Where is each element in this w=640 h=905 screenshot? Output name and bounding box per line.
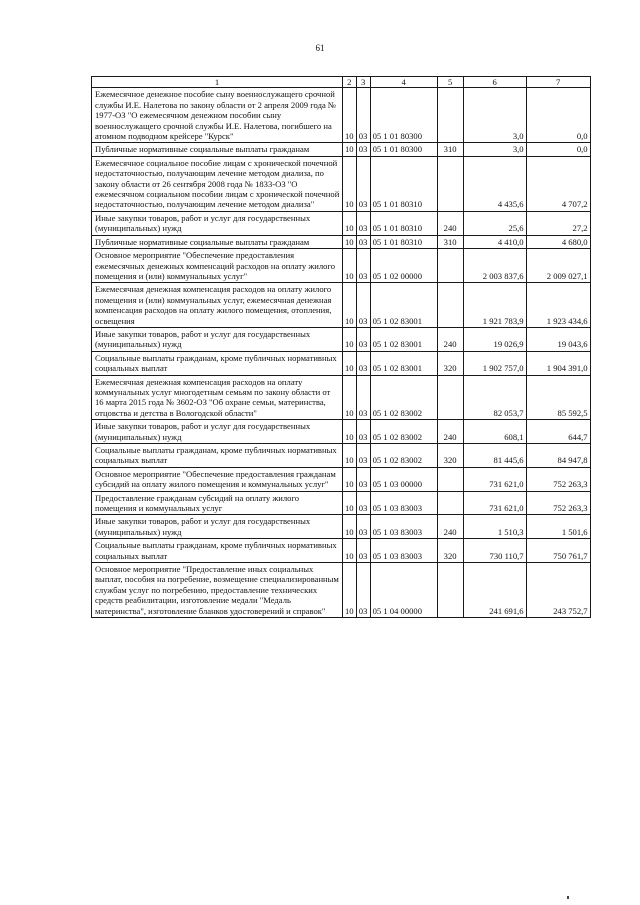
section-code-cell: 10 bbox=[343, 563, 357, 618]
amount-year2-cell: 1 923 434,6 bbox=[526, 283, 590, 328]
subsection-code-cell: 03 bbox=[356, 539, 370, 563]
table-header-row bbox=[92, 77, 591, 88]
header-col-7: 7 bbox=[526, 77, 590, 88]
target-article-cell: 05 1 02 00000 bbox=[370, 249, 437, 283]
expense-type-cell: 310 bbox=[437, 235, 463, 248]
amount-year1-cell: 3,0 bbox=[463, 88, 526, 143]
expense-type-cell bbox=[437, 375, 463, 420]
amount-year2-cell: 84 947,8 bbox=[526, 444, 590, 468]
target-article-cell: 05 1 01 80310 bbox=[370, 156, 437, 211]
target-article-cell: 05 1 02 83002 bbox=[370, 375, 437, 420]
row-name-cell: Ежемесячная денежная компенсация расходов на оплату коммунальных услуг многодетным семьям по закону области от 16 марта 2015 года № 3602-ОЗ "Об охране семьи, материнства, отцовства и детства в Вологодской области" bbox=[92, 375, 343, 420]
target-article-cell: 05 1 01 80300 bbox=[370, 88, 437, 143]
table-row bbox=[92, 444, 591, 468]
table-row bbox=[92, 283, 591, 328]
subsection-code-cell: 03 bbox=[356, 88, 370, 143]
target-article-cell: 05 1 03 83003 bbox=[370, 515, 437, 539]
amount-year1-cell: 731 621,0 bbox=[463, 467, 526, 491]
amount-year2-cell: 0,0 bbox=[526, 143, 590, 156]
amount-year2-cell: 2 009 027,1 bbox=[526, 249, 590, 283]
expense-type-cell bbox=[437, 156, 463, 211]
section-code-cell: 10 bbox=[343, 211, 357, 235]
amount-year2-cell: 4 680,0 bbox=[526, 235, 590, 248]
table-row bbox=[92, 249, 591, 283]
expense-type-cell: 320 bbox=[437, 444, 463, 468]
amount-year1-cell: 25,6 bbox=[463, 211, 526, 235]
target-article-cell: 05 1 02 83002 bbox=[370, 444, 437, 468]
subsection-code-cell: 03 bbox=[356, 143, 370, 156]
table-row bbox=[92, 211, 591, 235]
amount-year1-cell: 731 621,0 bbox=[463, 491, 526, 515]
row-name-cell: Социальные выплаты гражданам, кроме публичных нормативных социальных выплат bbox=[92, 351, 343, 375]
row-name-cell: Предоставление гражданам субсидий на оплату жилого помещения и коммунальных услуг bbox=[92, 491, 343, 515]
subsection-code-cell: 03 bbox=[356, 283, 370, 328]
subsection-code-cell: 03 bbox=[356, 156, 370, 211]
amount-year1-cell: 1 921 783,9 bbox=[463, 283, 526, 328]
expense-type-cell: 320 bbox=[437, 539, 463, 563]
target-article-cell: 05 1 04 00000 bbox=[370, 563, 437, 618]
section-code-cell: 10 bbox=[343, 467, 357, 491]
subsection-code-cell: 03 bbox=[356, 327, 370, 351]
target-article-cell: 05 1 03 83003 bbox=[370, 491, 437, 515]
table-row bbox=[92, 235, 591, 248]
amount-year1-cell: 730 110,7 bbox=[463, 539, 526, 563]
section-code-cell: 10 bbox=[343, 327, 357, 351]
row-name-cell: Иные закупки товаров, работ и услуг для государственных (муниципальных) нужд bbox=[92, 327, 343, 351]
amount-year2-cell: 644,7 bbox=[526, 420, 590, 444]
budget-table bbox=[91, 76, 591, 618]
expense-type-cell bbox=[437, 249, 463, 283]
section-code-cell: 10 bbox=[343, 143, 357, 156]
subsection-code-cell: 03 bbox=[356, 211, 370, 235]
scan-mark bbox=[567, 896, 569, 899]
section-code-cell: 10 bbox=[343, 444, 357, 468]
expense-type-cell: 240 bbox=[437, 515, 463, 539]
row-name-cell: Социальные выплаты гражданам, кроме публичных нормативных социальных выплат bbox=[92, 539, 343, 563]
expense-type-cell: 320 bbox=[437, 351, 463, 375]
amount-year2-cell: 19 043,6 bbox=[526, 327, 590, 351]
section-code-cell: 10 bbox=[343, 156, 357, 211]
table-row bbox=[92, 143, 591, 156]
section-code-cell: 10 bbox=[343, 491, 357, 515]
table-row bbox=[92, 515, 591, 539]
subsection-code-cell: 03 bbox=[356, 515, 370, 539]
row-name-cell: Основное мероприятие "Обеспечение предоставления ежемесячных денежных компенсаций расходов на оплату жилого помещения и (или) коммунальных услуг" bbox=[92, 249, 343, 283]
expense-type-cell bbox=[437, 283, 463, 328]
row-name-cell: Иные закупки товаров, работ и услуг для государственных (муниципальных) нужд bbox=[92, 420, 343, 444]
amount-year1-cell: 608,1 bbox=[463, 420, 526, 444]
expense-type-cell: 310 bbox=[437, 143, 463, 156]
amount-year2-cell: 27,2 bbox=[526, 211, 590, 235]
amount-year1-cell: 2 003 837,6 bbox=[463, 249, 526, 283]
header-col-4: 4 bbox=[370, 77, 437, 88]
expense-type-cell bbox=[437, 563, 463, 618]
header-col-2: 2 bbox=[343, 77, 357, 88]
target-article-cell: 05 1 01 80310 bbox=[370, 235, 437, 248]
page-number: 61 bbox=[315, 43, 325, 53]
subsection-code-cell: 03 bbox=[356, 444, 370, 468]
row-name-cell: Социальные выплаты гражданам, кроме публичных нормативных социальных выплат bbox=[92, 444, 343, 468]
amount-year1-cell: 3,0 bbox=[463, 143, 526, 156]
amount-year1-cell: 241 691,6 bbox=[463, 563, 526, 618]
row-name-cell: Публичные нормативные социальные выплаты гражданам bbox=[92, 235, 343, 248]
expense-type-cell: 240 bbox=[437, 420, 463, 444]
table-row bbox=[92, 375, 591, 420]
amount-year1-cell: 19 026,9 bbox=[463, 327, 526, 351]
amount-year2-cell: 243 752,7 bbox=[526, 563, 590, 618]
subsection-code-cell: 03 bbox=[356, 375, 370, 420]
subsection-code-cell: 03 bbox=[356, 351, 370, 375]
table-row bbox=[92, 88, 591, 143]
amount-year1-cell: 81 445,6 bbox=[463, 444, 526, 468]
target-article-cell: 05 1 02 83002 bbox=[370, 420, 437, 444]
amount-year2-cell: 4 707,2 bbox=[526, 156, 590, 211]
amount-year1-cell: 1 510,3 bbox=[463, 515, 526, 539]
header-col-1: 1 bbox=[92, 77, 343, 88]
amount-year1-cell: 82 053,7 bbox=[463, 375, 526, 420]
row-name-cell: Иные закупки товаров, работ и услуг для государственных (муниципальных) нужд bbox=[92, 515, 343, 539]
table-row bbox=[92, 156, 591, 211]
table-row bbox=[92, 420, 591, 444]
target-article-cell: 05 1 01 80300 bbox=[370, 143, 437, 156]
section-code-cell: 10 bbox=[343, 420, 357, 444]
target-article-cell: 05 1 02 83001 bbox=[370, 351, 437, 375]
expense-type-cell: 240 bbox=[437, 327, 463, 351]
table-row bbox=[92, 327, 591, 351]
amount-year2-cell: 750 761,7 bbox=[526, 539, 590, 563]
amount-year2-cell: 1 501,6 bbox=[526, 515, 590, 539]
header-col-3: 3 bbox=[356, 77, 370, 88]
table-row bbox=[92, 491, 591, 515]
section-code-cell: 10 bbox=[343, 375, 357, 420]
amount-year2-cell: 0,0 bbox=[526, 88, 590, 143]
subsection-code-cell: 03 bbox=[356, 563, 370, 618]
section-code-cell: 10 bbox=[343, 283, 357, 328]
table-row bbox=[92, 467, 591, 491]
row-name-cell: Основное мероприятие "Обеспечение предоставления гражданам субсидий на оплату жилого помещения и коммунальных услуг" bbox=[92, 467, 343, 491]
header-col-6: 6 bbox=[463, 77, 526, 88]
expense-type-cell bbox=[437, 467, 463, 491]
subsection-code-cell: 03 bbox=[356, 235, 370, 248]
row-name-cell: Ежемесячное социальное пособие лицам с хронической почечной недостаточностью, получающим лечение методом диализа, по закону области от 26 сентября 2008 года № 1833-ОЗ "О ежемесячном социальном пособии лицам с хронической почечной недостаточностью, получающим лечение методом диализа" bbox=[92, 156, 343, 211]
section-code-cell: 10 bbox=[343, 88, 357, 143]
target-article-cell: 05 1 02 83001 bbox=[370, 283, 437, 328]
section-code-cell: 10 bbox=[343, 235, 357, 248]
table-row bbox=[92, 539, 591, 563]
expense-type-cell bbox=[437, 88, 463, 143]
expense-type-cell bbox=[437, 491, 463, 515]
amount-year2-cell: 85 592,5 bbox=[526, 375, 590, 420]
subsection-code-cell: 03 bbox=[356, 491, 370, 515]
target-article-cell: 05 1 03 00000 bbox=[370, 467, 437, 491]
amount-year2-cell: 752 263,3 bbox=[526, 491, 590, 515]
row-name-cell: Публичные нормативные социальные выплаты гражданам bbox=[92, 143, 343, 156]
amount-year1-cell: 4 435,6 bbox=[463, 156, 526, 211]
section-code-cell: 10 bbox=[343, 515, 357, 539]
target-article-cell: 05 1 02 83001 bbox=[370, 327, 437, 351]
amount-year1-cell: 1 902 757,0 bbox=[463, 351, 526, 375]
section-code-cell: 10 bbox=[343, 249, 357, 283]
subsection-code-cell: 03 bbox=[356, 467, 370, 491]
expense-type-cell: 240 bbox=[437, 211, 463, 235]
row-name-cell: Иные закупки товаров, работ и услуг для государственных (муниципальных) нужд bbox=[92, 211, 343, 235]
row-name-cell: Ежемесячная денежная компенсация расходов на оплату жилого помещения и (или) коммунальных услуг, ежемесячная денежная компенсация расходов на оплату жилого помещения, отопления, освещения bbox=[92, 283, 343, 328]
target-article-cell: 05 1 01 80310 bbox=[370, 211, 437, 235]
amount-year2-cell: 752 263,3 bbox=[526, 467, 590, 491]
row-name-cell: Ежемесячное денежное пособие сыну военнослужащего срочной службы И.Е. Налетова по закону области от 2 апреля 2009 года № 1977-ОЗ "О ежемесячном денежном пособии сыну военнослужащего срочной службы И.Е. Налетова, погибшего на атомном подводном крейсере "Курск" bbox=[92, 88, 343, 143]
section-code-cell: 10 bbox=[343, 351, 357, 375]
table-row bbox=[92, 563, 591, 618]
amount-year2-cell: 1 904 391,0 bbox=[526, 351, 590, 375]
table-body bbox=[92, 77, 591, 618]
amount-year1-cell: 4 410,0 bbox=[463, 235, 526, 248]
subsection-code-cell: 03 bbox=[356, 420, 370, 444]
section-code-cell: 10 bbox=[343, 539, 357, 563]
target-article-cell: 05 1 03 83003 bbox=[370, 539, 437, 563]
row-name-cell: Основное мероприятие "Предоставление иных социальных выплат, пособия на погребение, возмещение специализированным службам услуг по погребению, предоставление технических средств реабилитации, изготовление медали "Медаль материнства", изготовление бланков удостоверений и справок" bbox=[92, 563, 343, 618]
header-col-5: 5 bbox=[437, 77, 463, 88]
subsection-code-cell: 03 bbox=[356, 249, 370, 283]
table-row bbox=[92, 351, 591, 375]
